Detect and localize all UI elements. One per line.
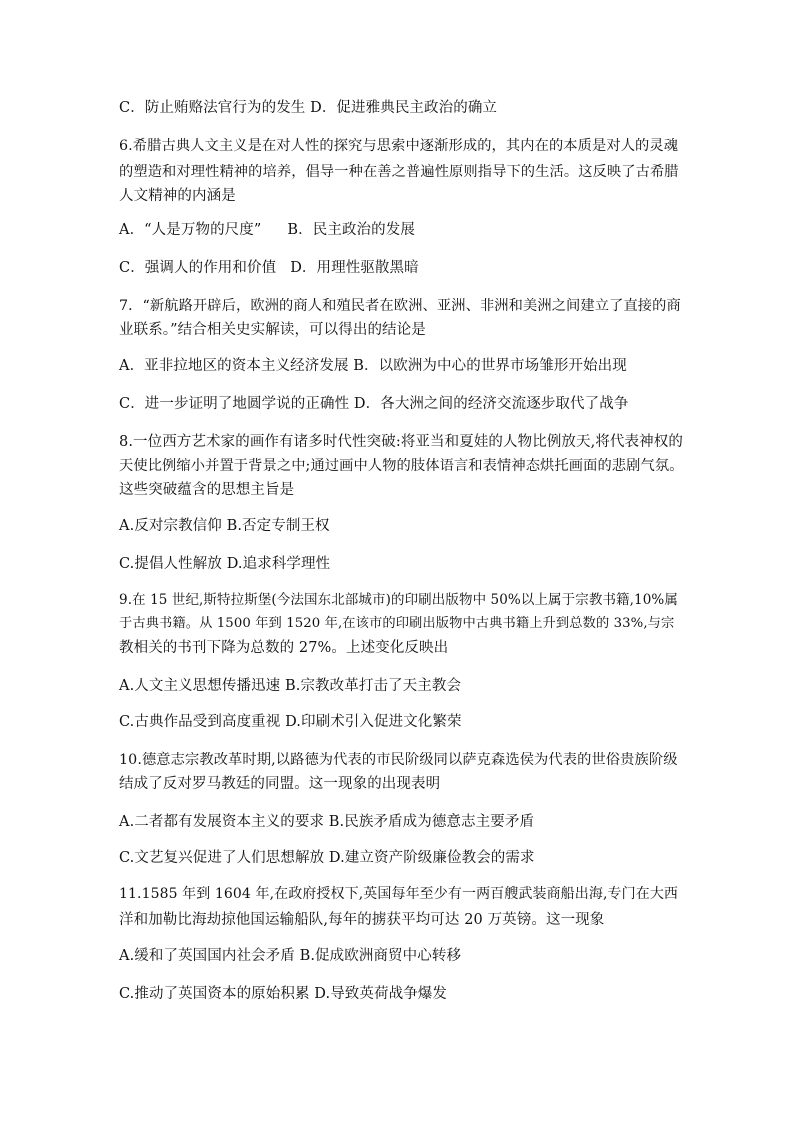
q6-stem-line-3: 人文精神的内涵是 <box>119 188 236 204</box>
q7-stem-line-1: 7．“新航路开辟后，欧洲的商人和殖民者在欧洲、亚洲、非洲和美洲之间建立了直接的商 <box>119 298 681 314</box>
q9-stem-line-2: 于古典书籍。从 1500 年到 1520 年,在该市的印刷出版物中古典书籍上升到总数的 33%,与宗 <box>119 616 675 631</box>
q11-stem-line-2: 洋和加勒比海劫掠他国运输船队,每年的掳获平均可达 20 万英镑。这一现象 <box>119 912 605 928</box>
q5-options-cd: C．防止贿赂法官行为的发生 D．促进雅典民主政治的确立 <box>119 100 498 116</box>
q10-stem-line-2: 结成了反对罗马教廷的同盟。这一现象的出现表明 <box>119 776 441 792</box>
q9-stem-line-3: 教相关的书刊下降为总数的 27%。上述变化反映出 <box>119 640 449 656</box>
q8-stem-line-3: 这些突破蕴含的思想主旨是 <box>119 482 295 498</box>
q6-option-d: D．用理性驱散黑暗 <box>290 260 419 276</box>
q6-options-ab <box>119 220 415 240</box>
q10-options-cd: C.文艺复兴促进了人们思想解放 D.建立资产阶级廉俭教会的需求 <box>119 850 535 866</box>
q11-stem-line-1: 11.1585 年到 1604 年,在政府授权下,英国每年至少有一两百艘武装商船出海,专门在大西 <box>119 886 679 902</box>
q6-option-b: B．民主政治的发展 <box>287 222 415 238</box>
q10-stem-line-1: 10.德意志宗教改革时期,以路德为代表的市民阶级同以萨克森选侯为代表的世俗贵族阶级 <box>119 752 678 768</box>
q10-options-ab: A.二者都有发展资本主义的要求 B.民族矛盾成为德意志主要矛盾 <box>119 814 535 830</box>
q6-option-c: C．强调人的作用和价值 <box>119 260 277 276</box>
q11-options-cd: C.推动了英国资本的原始积累 D.导致英荷战争爆发 <box>119 986 448 1002</box>
q7-stem-line-2: 业联系。”结合相关史实解读，可以得出的结论是 <box>119 322 426 338</box>
q6-stem-line-2: 的塑造和对理性精神的培养，倡导一种在善之普遍性原则指导下的生活。这反映了古希腊 <box>119 164 679 180</box>
q11-options-ab: A.缓和了英国国内社会矛盾 B.促成欧洲商贸中心转移 <box>119 948 462 964</box>
q6-stem-line-1: 6.希腊古典人文主义是在对人性的探究与思索中逐渐形成的，其内在的本质是对人的灵魂 <box>119 138 679 154</box>
q8-options-cd: C.提倡人性解放 D.追求科学理性 <box>119 556 331 572</box>
q7-options-cd: C．进一步证明了地圆学说的正确性 D．各大洲之间的经济交流逐步取代了战争 <box>119 396 629 412</box>
q6-option-a: A．“人是万物的尺度” <box>119 222 262 238</box>
q9-options-ab: A.人文主义思想传播迅速 B.宗教改革打击了天主教会 <box>119 678 462 694</box>
q7-options-ab: A．亚非拉地区的资本主义经济发展 B．以欧洲为中心的世界市场雏形开始出现 <box>119 358 627 374</box>
q9-stem-line-1: 9.在 15 世纪,斯特拉斯堡(今法国东北部城市)的印刷出版物中 50%以上属于宗教书籍,10%属 <box>119 592 678 608</box>
q8-options-ab: A.反对宗教信仰 B.否定专制王权 <box>119 518 330 534</box>
q9-options-cd: C.古典作品受到高度重视 D.印刷术引入促进文化繁荣 <box>119 714 462 730</box>
q8-stem-line-1: 8.一位西方艺术家的画作有诸多时代性突破:将亚当和夏娃的人物比例放天,将代表神权的 <box>119 434 683 450</box>
q6-options-cd <box>119 258 419 278</box>
q8-stem-line-2: 天使比例缩小并置于背景之中;通过画中人物的肢体语言和表情神态烘托画面的悲剧气氛。 <box>119 458 684 474</box>
